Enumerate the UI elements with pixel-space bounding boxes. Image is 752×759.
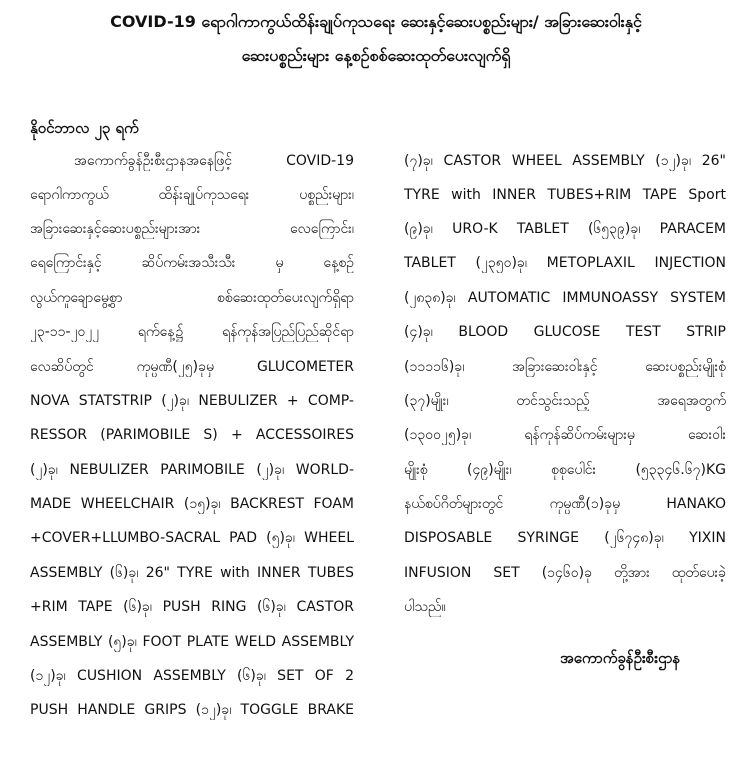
paragraph-line: DISPOSABLE SYRINGE (၂၆၇၄၈)ခု၊ YIXIN <box>404 530 726 546</box>
paragraph-line: (၁၂)ခု၊ CUSHION ASSEMBLY (၆)ခု၊ SET OF 2 <box>30 668 354 684</box>
paragraph-line: (၁၃၀၀၂၅)ခု၊ ရန်ကုန်ဆိပ်ကမ်းများမှ ဆေးဝါး <box>404 427 726 443</box>
paragraph-line: မျိုးစုံ (၄၉)မျိုး၊ စုစုပေါင်း (၅၃၃၄၆.၆၇)KG <box>404 462 726 478</box>
headline-line-1: COVID-19 ရောဂါကာကွယ်ထိန်းချုပ်ကုသရေး ဆေးနှင့်ဆေးပစ္စည်းများ/ အခြားဆေးဝါးနှင့် <box>110 12 642 31</box>
paragraph-line: (၁၁၁၁၆)ခု၊ အခြားဆေးဝါးနှင့် ဆေးပစ္စည်းမျိုးစုံ <box>404 359 726 375</box>
paragraph-line: ရောဂါကာကွယ် ထိန်းချုပ်ကုသရေး ပစ္စည်းများ၊ <box>30 187 354 203</box>
paragraph-line: +RIM TAPE (၆)ခု၊ PUSH RING (၆)ခု၊ CASTOR <box>30 599 354 615</box>
paragraph-line: (၇)ခု၊ CASTOR WHEEL ASSEMBLY (၁၂)ခု၊ 26" <box>404 153 726 169</box>
paragraph-line: (၂)ခု၊ NEBULIZER PARIMOBILE (၂)ခု၊ WORLD- <box>30 462 354 478</box>
paragraph-line: TYRE with INNER TUBES+RIM TAPE Sport <box>404 187 726 203</box>
paragraph-line: INFUSION SET (၁၄၆၀)ခု တို့အား ထုတ်ပေးခဲ့ <box>404 565 726 581</box>
paragraph-line: ရေကြောင်းနှင့် ဆိပ်ကမ်းအသီးသီး မှ နေ့စဉ် <box>30 255 354 271</box>
paragraph-line: ၂၃-၁၁-၂၀၂၂ ရက်နေ့၌ ရန်ကုန်အပြည်ပြည်ဆိုင်ရာ <box>30 324 354 340</box>
signature-department: အကောက်ခွန်ဦးစီးဌာန <box>560 649 681 667</box>
paragraph-line: ASSEMBLY (၅)ခု၊ FOOT PLATE WELD ASSEMBLY <box>30 634 354 650</box>
paragraph-line: အခြားဆေးနှင့်ဆေးပစ္စည်းများအား လေကြောင်း၊ <box>30 221 354 237</box>
dateline: နိုဝင်ဘာလ ၂၃ ရက် <box>30 119 139 137</box>
paragraph-line: +COVER+LLUMBO-SACRAL PAD (၅)ခု၊ WHEEL <box>30 530 354 546</box>
paragraph-line: လေဆိပ်တွင် ကုမ္ပဏီ(၂၅)ခုမှ GLUCOMETER <box>30 359 354 375</box>
paragraph-line: PUSH HANDLE GRIPS (၁၂)ခု၊ TOGGLE BRAKE <box>30 702 354 718</box>
paragraph-line: NOVA STATSTRIP (၂)ခု၊ NEBULIZER + COMP- <box>30 393 354 409</box>
paragraph-line: RESSOR (PARIMOBILE S) + ACCESSOIRES <box>30 427 354 443</box>
paragraph-line: MADE WHEELCHAIR (၁၅)ခု၊ BACKREST FOAM <box>30 496 354 512</box>
paragraph-line: ASSEMBLY (၆)ခု၊ 26" TYRE with INNER TUBES <box>30 565 354 581</box>
paragraph-line: အကောက်ခွန်ဦးစီးဌာနအနေဖြင့် COVID-19 <box>74 153 354 169</box>
paragraph-line: လွယ်ကူချောမွေ့စွာ စစ်ဆေးထုတ်ပေးလျက်ရှိရာ <box>30 290 354 306</box>
paragraph-line: (၂၈၃၈)ခု၊ AUTOMATIC IMMUNOASSY SYSTEM <box>404 290 726 306</box>
paragraph-line: နယ်စပ်ဂိတ်များတွင် ကုမ္ပဏီ(၁)ခုမှ HANAKO <box>404 496 726 512</box>
headline-line-2: ဆေးပစ္စည်းများ နေ့စဉ်စစ်ဆေးထုတ်ပေးလျက်ရှိ <box>241 46 511 65</box>
paragraph-line: (၉)ခု၊ URO-K TABLET (၆၅၃၉)ခု၊ PARACEM <box>404 221 726 237</box>
paragraph-line: (၃၇)မျိုး၊ တင်သွင်းသည့် အရေအတွက် <box>404 393 726 409</box>
paragraph-line: ပါသည်။ <box>404 599 446 615</box>
paragraph-line: (၄)ခု၊ BLOOD GLUCOSE TEST STRIP <box>404 324 726 340</box>
paragraph-line: TABLET (၂၃၅၀)ခု၊ METOPLAXIL INJECTION <box>404 255 726 271</box>
